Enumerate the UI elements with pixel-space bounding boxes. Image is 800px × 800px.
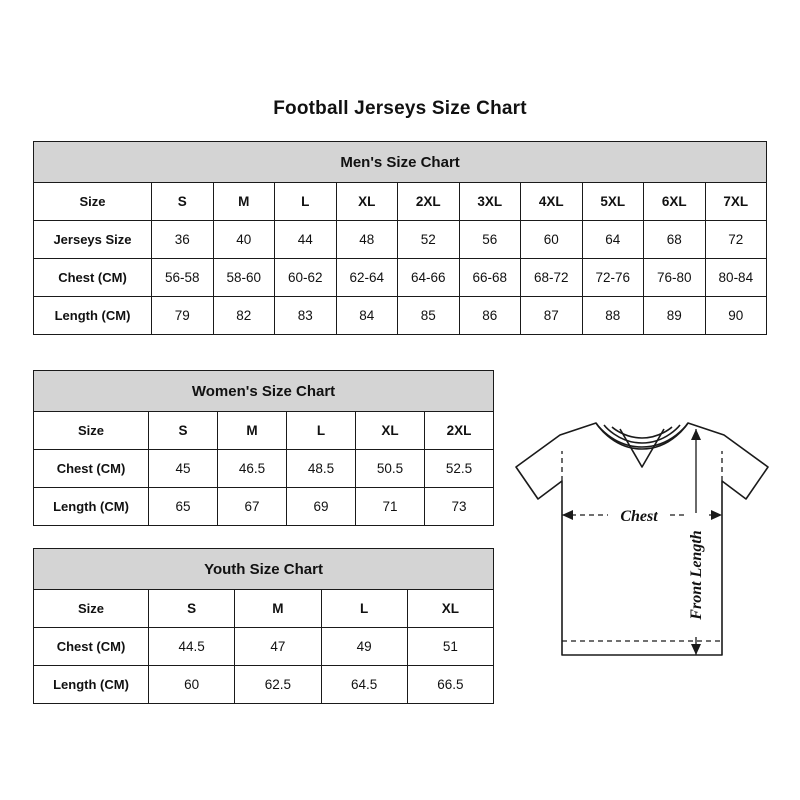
jersey-outline (516, 423, 768, 655)
table-cell: 60-62 (275, 259, 337, 297)
row-label-cell: Chest (CM) (34, 628, 149, 666)
table-cell: 64-66 (398, 259, 460, 297)
table-cell: 69 (287, 488, 356, 526)
table-cell: 52 (398, 221, 460, 259)
table-row (34, 297, 767, 335)
youth-size-chart-section (33, 548, 493, 704)
youth-table-heading: Youth Size Chart (34, 549, 494, 590)
table-cell: 64 (582, 221, 644, 259)
row-label-cell: Chest (CM) (34, 259, 152, 297)
column-header-cell: XL (407, 590, 493, 628)
row-label-cell: Length (CM) (34, 666, 149, 704)
table-row (34, 221, 767, 259)
row-label-cell: Length (CM) (34, 297, 152, 335)
table-cell: 64.5 (321, 666, 407, 704)
table-cell: 71 (356, 488, 425, 526)
row-label-cell: Length (CM) (34, 488, 149, 526)
table-row (34, 488, 494, 526)
column-header-cell: 4XL (521, 183, 583, 221)
page-title: Football Jerseys Size Chart (273, 98, 527, 119)
womens-size-chart-section (33, 370, 493, 526)
column-header-cell: S (152, 183, 214, 221)
row-label-cell: Chest (CM) (34, 450, 149, 488)
table-cell: 60 (149, 666, 235, 704)
table-cell: 46.5 (218, 450, 287, 488)
column-header-cell: Size (34, 183, 152, 221)
table-cell: 47 (235, 628, 321, 666)
column-header-cell: 5XL (582, 183, 644, 221)
youth-size-table (33, 548, 494, 704)
table-cell: 36 (152, 221, 214, 259)
column-header-cell: 2XL (425, 412, 494, 450)
table-header-band-row (34, 371, 494, 412)
column-header-cell: L (321, 590, 407, 628)
table-cell: 89 (644, 297, 706, 335)
table-cell: 52.5 (425, 450, 494, 488)
table-row (34, 590, 494, 628)
table-cell: 72 (705, 221, 767, 259)
column-header-cell: Size (34, 412, 149, 450)
table-cell: 79 (152, 297, 214, 335)
table-cell: 45 (149, 450, 218, 488)
womens-table-heading: Women's Size Chart (34, 371, 494, 412)
mens-size-table (33, 141, 767, 335)
table-cell: 48 (336, 221, 398, 259)
front-length-label: Front Length (688, 530, 705, 620)
table-cell: 60 (521, 221, 583, 259)
table-cell: 40 (213, 221, 275, 259)
column-header-cell: L (287, 412, 356, 450)
table-cell: 83 (275, 297, 337, 335)
column-header-cell: XL (356, 412, 425, 450)
column-header-cell: 7XL (705, 183, 767, 221)
table-cell: 56 (459, 221, 521, 259)
table-cell: 82 (213, 297, 275, 335)
column-header-cell: M (218, 412, 287, 450)
column-header-cell: XL (336, 183, 398, 221)
table-row (34, 666, 494, 704)
table-cell: 49 (321, 628, 407, 666)
row-label-cell: Jerseys Size (34, 221, 152, 259)
column-header-cell: L (275, 183, 337, 221)
table-cell: 90 (705, 297, 767, 335)
table-cell: 66.5 (407, 666, 493, 704)
table-cell: 68 (644, 221, 706, 259)
column-header-cell: Size (34, 590, 149, 628)
table-cell: 58-60 (213, 259, 275, 297)
table-cell: 62-64 (336, 259, 398, 297)
table-cell: 44 (275, 221, 337, 259)
womens-size-table (33, 370, 494, 526)
table-cell: 62.5 (235, 666, 321, 704)
table-cell: 87 (521, 297, 583, 335)
table-row (34, 259, 767, 297)
table-cell: 50.5 (356, 450, 425, 488)
mens-size-chart-section (33, 141, 766, 335)
table-cell: 80-84 (705, 259, 767, 297)
table-cell: 86 (459, 297, 521, 335)
table-row (34, 450, 494, 488)
column-header-cell: 6XL (644, 183, 706, 221)
column-header-cell: M (213, 183, 275, 221)
table-row (34, 412, 494, 450)
column-header-cell: S (149, 412, 218, 450)
mens-table-heading: Men's Size Chart (34, 142, 767, 183)
table-cell: 48.5 (287, 450, 356, 488)
table-cell: 72-76 (582, 259, 644, 297)
collar-inner-2 (612, 427, 672, 438)
table-cell: 67 (218, 488, 287, 526)
table-cell: 44.5 (149, 628, 235, 666)
table-cell: 68-72 (521, 259, 583, 297)
table-header-band-row (34, 549, 494, 590)
column-header-cell: M (235, 590, 321, 628)
table-cell: 56-58 (152, 259, 214, 297)
table-cell: 51 (407, 628, 493, 666)
column-header-cell: 3XL (459, 183, 521, 221)
table-cell: 76-80 (644, 259, 706, 297)
column-header-cell: 2XL (398, 183, 460, 221)
table-cell: 85 (398, 297, 460, 335)
table-cell: 84 (336, 297, 398, 335)
table-header-band-row (34, 142, 767, 183)
table-row (34, 183, 767, 221)
chest-label: Chest (620, 508, 658, 525)
table-row (34, 628, 494, 666)
table-cell: 88 (582, 297, 644, 335)
table-cell: 65 (149, 488, 218, 526)
table-cell: 66-68 (459, 259, 521, 297)
table-cell: 73 (425, 488, 494, 526)
column-header-cell: S (149, 590, 235, 628)
jersey-measurement-diagram (500, 405, 785, 695)
